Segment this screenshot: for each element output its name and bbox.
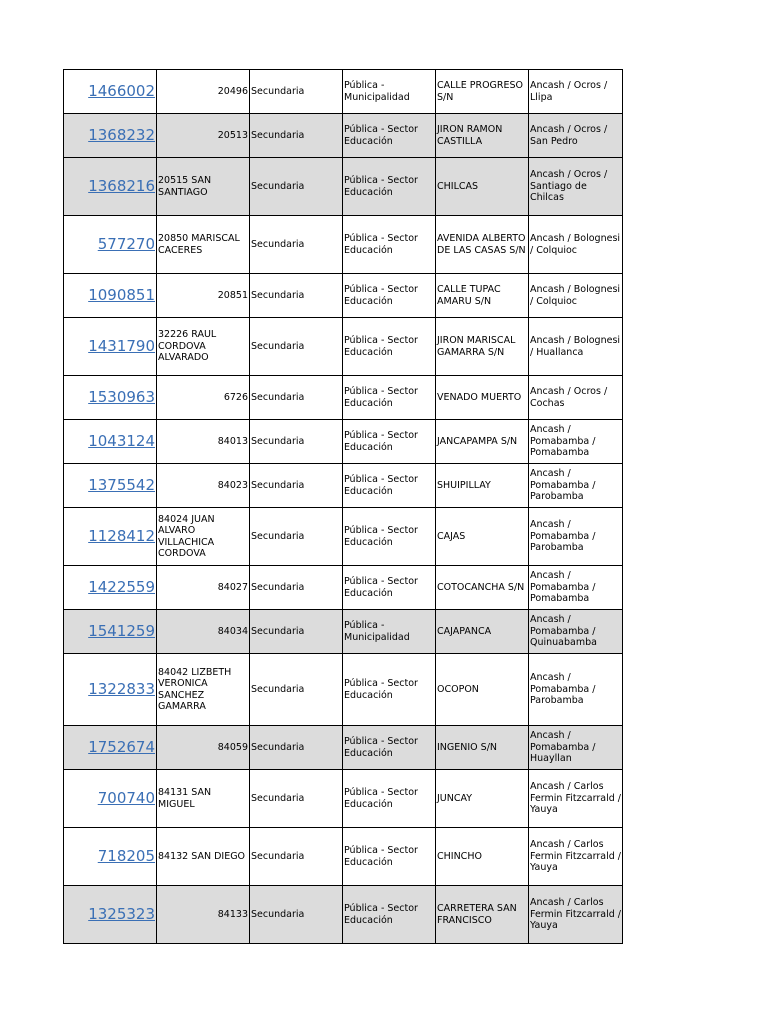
type-cell: Pública - Sector Educación bbox=[343, 114, 436, 158]
school-code-link[interactable]: 1368216 bbox=[88, 176, 155, 195]
address-cell: JANCAPAMPA S/N bbox=[436, 420, 529, 464]
address-cell: COTOCANCHA S/N bbox=[436, 566, 529, 610]
school-name-cell: 84132 SAN DIEGO bbox=[157, 828, 250, 886]
school-code-link[interactable]: 1090851 bbox=[88, 285, 155, 304]
address-cell: JIRON RAMON CASTILLA bbox=[436, 114, 529, 158]
school-code-link[interactable]: 1043124 bbox=[88, 431, 155, 450]
table-row bbox=[64, 318, 623, 376]
code-cell bbox=[64, 610, 157, 654]
code-cell bbox=[64, 70, 157, 114]
school-code-link[interactable]: 577270 bbox=[97, 234, 155, 253]
school-name-cell: 20851 bbox=[157, 274, 250, 318]
type-cell: Pública - Sector Educación bbox=[343, 654, 436, 726]
type-cell: Pública - Municipalidad bbox=[343, 70, 436, 114]
type-cell: Pública - Sector Educación bbox=[343, 464, 436, 508]
table-row bbox=[64, 770, 623, 828]
school-name-cell: 84024 JUAN ALVARO VILLACHICA CORDOVA bbox=[157, 508, 250, 566]
code-cell bbox=[64, 216, 157, 274]
school-name-cell: 32226 RAUL CORDOVA ALVARADO bbox=[157, 318, 250, 376]
location-cell: Ancash / Pomabamba / Parobamba bbox=[529, 654, 623, 726]
code-cell bbox=[64, 654, 157, 726]
school-name-cell: 20850 MARISCAL CACERES bbox=[157, 216, 250, 274]
table-row bbox=[64, 828, 623, 886]
school-code-link[interactable]: 1466002 bbox=[88, 81, 155, 100]
address-cell: CAJAS bbox=[436, 508, 529, 566]
table-row bbox=[64, 274, 623, 318]
location-cell: Ancash / Bolognesi / Huallanca bbox=[529, 318, 623, 376]
school-name-cell: 84131 SAN MIGUEL bbox=[157, 770, 250, 828]
table-row bbox=[64, 610, 623, 654]
code-cell bbox=[64, 274, 157, 318]
table-row bbox=[64, 216, 623, 274]
code-cell bbox=[64, 420, 157, 464]
address-cell: CALLE PROGRESO S/N bbox=[436, 70, 529, 114]
location-cell: Ancash / Ocros / Cochas bbox=[529, 376, 623, 420]
location-cell: Ancash / Carlos Fermin Fitzcarrald / Yauya bbox=[529, 886, 623, 944]
code-cell bbox=[64, 508, 157, 566]
code-cell bbox=[64, 318, 157, 376]
type-cell: Pública - Sector Educación bbox=[343, 420, 436, 464]
code-cell bbox=[64, 566, 157, 610]
level-cell: Secundaria bbox=[250, 216, 343, 274]
level-cell: Secundaria bbox=[250, 420, 343, 464]
school-code-link[interactable]: 1752674 bbox=[88, 737, 155, 756]
table-row bbox=[64, 464, 623, 508]
type-cell: Pública - Sector Educación bbox=[343, 318, 436, 376]
code-cell bbox=[64, 770, 157, 828]
location-cell: Ancash / Ocros / San Pedro bbox=[529, 114, 623, 158]
type-cell: Pública - Sector Educación bbox=[343, 828, 436, 886]
location-cell: Ancash / Ocros / Llipa bbox=[529, 70, 623, 114]
type-cell: Pública - Sector Educación bbox=[343, 770, 436, 828]
school-name-cell: 84013 bbox=[157, 420, 250, 464]
schools-table-body bbox=[64, 70, 623, 944]
location-cell: Ancash / Carlos Fermin Fitzcarrald / Yauya bbox=[529, 828, 623, 886]
address-cell: CAJAPANCA bbox=[436, 610, 529, 654]
level-cell: Secundaria bbox=[250, 886, 343, 944]
location-cell: Ancash / Pomabamba / Huayllan bbox=[529, 726, 623, 770]
table-row bbox=[64, 420, 623, 464]
school-name-cell: 20513 bbox=[157, 114, 250, 158]
type-cell: Pública - Sector Educación bbox=[343, 886, 436, 944]
type-cell: Pública - Sector Educación bbox=[343, 158, 436, 216]
school-code-link[interactable]: 1422559 bbox=[88, 577, 155, 596]
code-cell bbox=[64, 828, 157, 886]
school-name-cell: 6726 bbox=[157, 376, 250, 420]
code-cell bbox=[64, 376, 157, 420]
address-cell: CALLE TUPAC AMARU S/N bbox=[436, 274, 529, 318]
code-cell bbox=[64, 886, 157, 944]
school-code-link[interactable]: 1541259 bbox=[88, 621, 155, 640]
type-cell: Pública - Sector Educación bbox=[343, 216, 436, 274]
school-code-link[interactable]: 1530963 bbox=[88, 387, 155, 406]
table-row bbox=[64, 70, 623, 114]
type-cell: Pública - Sector Educación bbox=[343, 376, 436, 420]
address-cell: CHILCAS bbox=[436, 158, 529, 216]
location-cell: Ancash / Carlos Fermin Fitzcarrald / Yauya bbox=[529, 770, 623, 828]
school-code-link[interactable]: 1128412 bbox=[88, 526, 155, 545]
address-cell: SHUIPILLAY bbox=[436, 464, 529, 508]
school-code-link[interactable]: 1325323 bbox=[88, 904, 155, 923]
level-cell: Secundaria bbox=[250, 726, 343, 770]
level-cell: Secundaria bbox=[250, 70, 343, 114]
table-row bbox=[64, 114, 623, 158]
table-row bbox=[64, 654, 623, 726]
code-cell bbox=[64, 726, 157, 770]
school-name-cell: 84027 bbox=[157, 566, 250, 610]
address-cell: VENADO MUERTO bbox=[436, 376, 529, 420]
school-name-cell: 20496 bbox=[157, 70, 250, 114]
address-cell: AVENIDA ALBERTO DE LAS CASAS S/N bbox=[436, 216, 529, 274]
code-cell bbox=[64, 114, 157, 158]
location-cell: Ancash / Ocros / Santiago de Chilcas bbox=[529, 158, 623, 216]
level-cell: Secundaria bbox=[250, 376, 343, 420]
type-cell: Pública - Sector Educación bbox=[343, 726, 436, 770]
schools-table bbox=[63, 69, 623, 944]
level-cell: Secundaria bbox=[250, 566, 343, 610]
code-cell bbox=[64, 464, 157, 508]
location-cell: Ancash / Pomabamba / Quinuabamba bbox=[529, 610, 623, 654]
table-row bbox=[64, 508, 623, 566]
address-cell: INGENIO S/N bbox=[436, 726, 529, 770]
level-cell: Secundaria bbox=[250, 318, 343, 376]
school-name-cell: 84042 LIZBETH VERONICA SANCHEZ GAMARRA bbox=[157, 654, 250, 726]
location-cell: Ancash / Pomabamba / Parobamba bbox=[529, 464, 623, 508]
school-code-link[interactable]: 700740 bbox=[97, 788, 155, 807]
school-code-link[interactable]: 1431790 bbox=[88, 336, 155, 355]
table-row bbox=[64, 726, 623, 770]
table-row bbox=[64, 158, 623, 216]
school-name-cell: 20515 SAN SANTIAGO bbox=[157, 158, 250, 216]
school-code-link[interactable]: 1375542 bbox=[88, 475, 155, 494]
level-cell: Secundaria bbox=[250, 770, 343, 828]
code-cell bbox=[64, 158, 157, 216]
school-name-cell: 84034 bbox=[157, 610, 250, 654]
level-cell: Secundaria bbox=[250, 274, 343, 318]
school-name-cell: 84133 bbox=[157, 886, 250, 944]
level-cell: Secundaria bbox=[250, 508, 343, 566]
level-cell: Secundaria bbox=[250, 114, 343, 158]
school-name-cell: 84023 bbox=[157, 464, 250, 508]
location-cell: Ancash / Bolognesi / Colquioc bbox=[529, 216, 623, 274]
school-code-link[interactable]: 1322833 bbox=[88, 679, 155, 698]
address-cell: OCOPON bbox=[436, 654, 529, 726]
table-row bbox=[64, 886, 623, 944]
address-cell: JIRON MARISCAL GAMARRA S/N bbox=[436, 318, 529, 376]
school-name-cell: 84059 bbox=[157, 726, 250, 770]
address-cell: CARRETERA SAN FRANCISCO bbox=[436, 886, 529, 944]
level-cell: Secundaria bbox=[250, 464, 343, 508]
address-cell: JUNCAY bbox=[436, 770, 529, 828]
table-row bbox=[64, 376, 623, 420]
school-code-link[interactable]: 1368232 bbox=[88, 125, 155, 144]
level-cell: Secundaria bbox=[250, 828, 343, 886]
type-cell: Pública - Sector Educación bbox=[343, 274, 436, 318]
type-cell: Pública - Municipalidad bbox=[343, 610, 436, 654]
level-cell: Secundaria bbox=[250, 654, 343, 726]
location-cell: Ancash / Pomabamba / Pomabamba bbox=[529, 420, 623, 464]
school-code-link[interactable]: 718205 bbox=[97, 846, 155, 865]
address-cell: CHINCHO bbox=[436, 828, 529, 886]
type-cell: Pública - Sector Educación bbox=[343, 508, 436, 566]
location-cell: Ancash / Pomabamba / Parobamba bbox=[529, 508, 623, 566]
level-cell: Secundaria bbox=[250, 610, 343, 654]
type-cell: Pública - Sector Educación bbox=[343, 566, 436, 610]
table-row bbox=[64, 566, 623, 610]
location-cell: Ancash / Pomabamba / Pomabamba bbox=[529, 566, 623, 610]
level-cell: Secundaria bbox=[250, 158, 343, 216]
location-cell: Ancash / Bolognesi / Colquioc bbox=[529, 274, 623, 318]
